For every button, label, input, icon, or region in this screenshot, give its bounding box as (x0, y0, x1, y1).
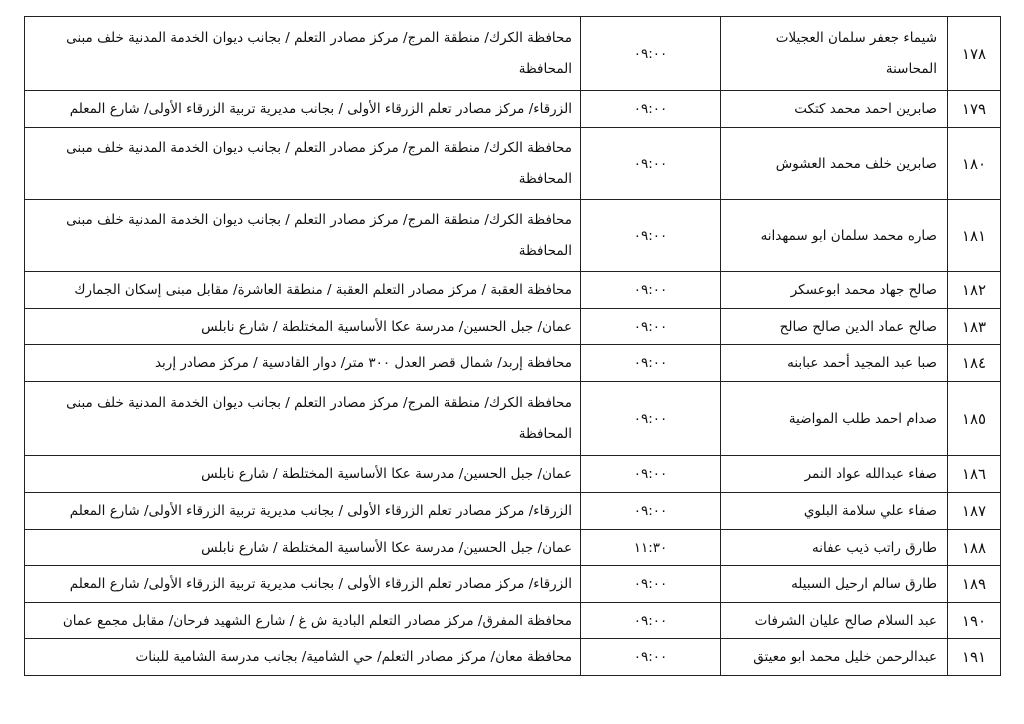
appointment-time: ٠٩:٠٠ (581, 309, 721, 345)
table-body (25, 17, 1001, 676)
applicant-name: صفاء علي سلامة البلوي (721, 493, 948, 530)
applicant-name: صدام احمد طلب المواضية (721, 382, 948, 456)
exam-location: الزرقاء/ مركز مصادر تعلم الزرقاء الأولى / بجانب مديرية تربية الزرقاء الأولى/ شارع المعلم (25, 566, 581, 603)
appointment-time: ٠٩:٠٠ (581, 91, 721, 128)
applicant-name: صابرين خلف محمد العشوش (721, 128, 948, 200)
exam-location: محافظة الكرك/ منطقة المرج/ مركز مصادر التعلم / بجانب ديوان الخدمة المدنية خلف مبنى المحافظة (25, 17, 581, 91)
exam-location: محافظة العقبة / مركز مصادر التعلم العقبة / منطقة العاشرة/ مقابل مبنى إسكان الجمارك (25, 272, 581, 309)
row-number: ١٨٢ (948, 272, 1001, 309)
applicant-name: صالح عماد الدين صالح صالح (721, 309, 948, 345)
table-row (25, 382, 1001, 456)
appointment-time: ٠٩:٠٠ (581, 17, 721, 91)
row-number: ١٨٧ (948, 493, 1001, 530)
table-row (25, 603, 1001, 639)
row-number: ١٨٩ (948, 566, 1001, 603)
row-number: ١٨٣ (948, 309, 1001, 345)
appointment-time: ٠٩:٠٠ (581, 603, 721, 639)
table-row (25, 272, 1001, 309)
applicant-name: عبد السلام صالح عليان الشرفات (721, 603, 948, 639)
table-row (25, 639, 1001, 676)
row-number: ١٨٨ (948, 530, 1001, 566)
table-row (25, 530, 1001, 566)
appointment-time: ٠٩:٠٠ (581, 272, 721, 309)
exam-location: عمان/ جبل الحسين/ مدرسة عكا الأساسية المختلطة / شارع نابلس (25, 309, 581, 345)
table-row (25, 309, 1001, 345)
appointment-time: ٠٩:٠٠ (581, 566, 721, 603)
row-number: ١٨١ (948, 200, 1001, 272)
row-number: ١٧٨ (948, 17, 1001, 91)
exam-location: محافظة معان/ مركز مصادر التعلم/ حي الشامية/ بجانب مدرسة الشامية للبنات (25, 639, 581, 676)
table-row (25, 566, 1001, 603)
row-number: ١٨٤ (948, 345, 1001, 382)
applicant-name: صفاء عبدالله عواد النمر (721, 456, 948, 493)
applicant-name: طارق سالم ارحيل السبيله (721, 566, 948, 603)
applicant-name: صبا عبد المجيد أحمد عبابنه (721, 345, 948, 382)
table-row (25, 345, 1001, 382)
row-number: ١٨٦ (948, 456, 1001, 493)
applicant-name: شيماء جعفر سلمان العجيلات المحاسنة (721, 17, 948, 91)
exam-location: الزرقاء/ مركز مصادر تعلم الزرقاء الأولى / بجانب مديرية تربية الزرقاء الأولى/ شارع المعلم (25, 91, 581, 128)
table-row (25, 200, 1001, 272)
appointment-time: ٠٩:٠٠ (581, 493, 721, 530)
table-row (25, 456, 1001, 493)
exam-location: محافظة الكرك/ منطقة المرج/ مركز مصادر التعلم / بجانب ديوان الخدمة المدنية خلف مبنى المحافظة (25, 382, 581, 456)
appointment-time: ٠٩:٠٠ (581, 639, 721, 676)
exam-location: محافظة الكرك/ منطقة المرج/ مركز مصادر التعلم / بجانب ديوان الخدمة المدنية خلف مبنى المحافظة (25, 200, 581, 272)
applicant-name: صالح جهاد محمد ابوعسكر (721, 272, 948, 309)
table-row (25, 493, 1001, 530)
appointment-time: ٠٩:٠٠ (581, 456, 721, 493)
appointment-time: ٠٩:٠٠ (581, 128, 721, 200)
applicant-name: صاره محمد سلمان ابو سمهدانه (721, 200, 948, 272)
row-number: ١٩٠ (948, 603, 1001, 639)
exam-location: عمان/ جبل الحسين/ مدرسة عكا الأساسية المختلطة / شارع نابلس (25, 530, 581, 566)
exam-location: عمان/ جبل الحسين/ مدرسة عكا الأساسية المختلطة / شارع نابلس (25, 456, 581, 493)
table-row (25, 91, 1001, 128)
applicants-table (24, 16, 1001, 676)
applicant-name: عبدالرحمن خليل محمد ابو معيتق (721, 639, 948, 676)
row-number: ١٨٥ (948, 382, 1001, 456)
table-row (25, 128, 1001, 200)
appointment-time: ١١:٣٠ (581, 530, 721, 566)
exam-location: محافظة الكرك/ منطقة المرج/ مركز مصادر التعلم / بجانب ديوان الخدمة المدنية خلف مبنى المحافظة (25, 128, 581, 200)
row-number: ١٧٩ (948, 91, 1001, 128)
applicant-name: طارق راتب ذيب عفانه (721, 530, 948, 566)
appointment-time: ٠٩:٠٠ (581, 200, 721, 272)
row-number: ١٩١ (948, 639, 1001, 676)
applicant-name: صابرين احمد محمد كتكت (721, 91, 948, 128)
appointment-time: ٠٩:٠٠ (581, 345, 721, 382)
table-row (25, 17, 1001, 91)
exam-location: محافظة المفرق/ مركز مصادر التعلم البادية ش غ / شارع الشهيد فرحان/ مقابل مجمع عمان (25, 603, 581, 639)
appointment-time: ٠٩:٠٠ (581, 382, 721, 456)
exam-location: محافظة إربد/ شمال قصر العدل ٣٠٠ متر/ دوار القادسية / مركز مصادر إربد (25, 345, 581, 382)
exam-location: الزرقاء/ مركز مصادر تعلم الزرقاء الأولى / بجانب مديرية تربية الزرقاء الأولى/ شارع المعلم (25, 493, 581, 530)
row-number: ١٨٠ (948, 128, 1001, 200)
